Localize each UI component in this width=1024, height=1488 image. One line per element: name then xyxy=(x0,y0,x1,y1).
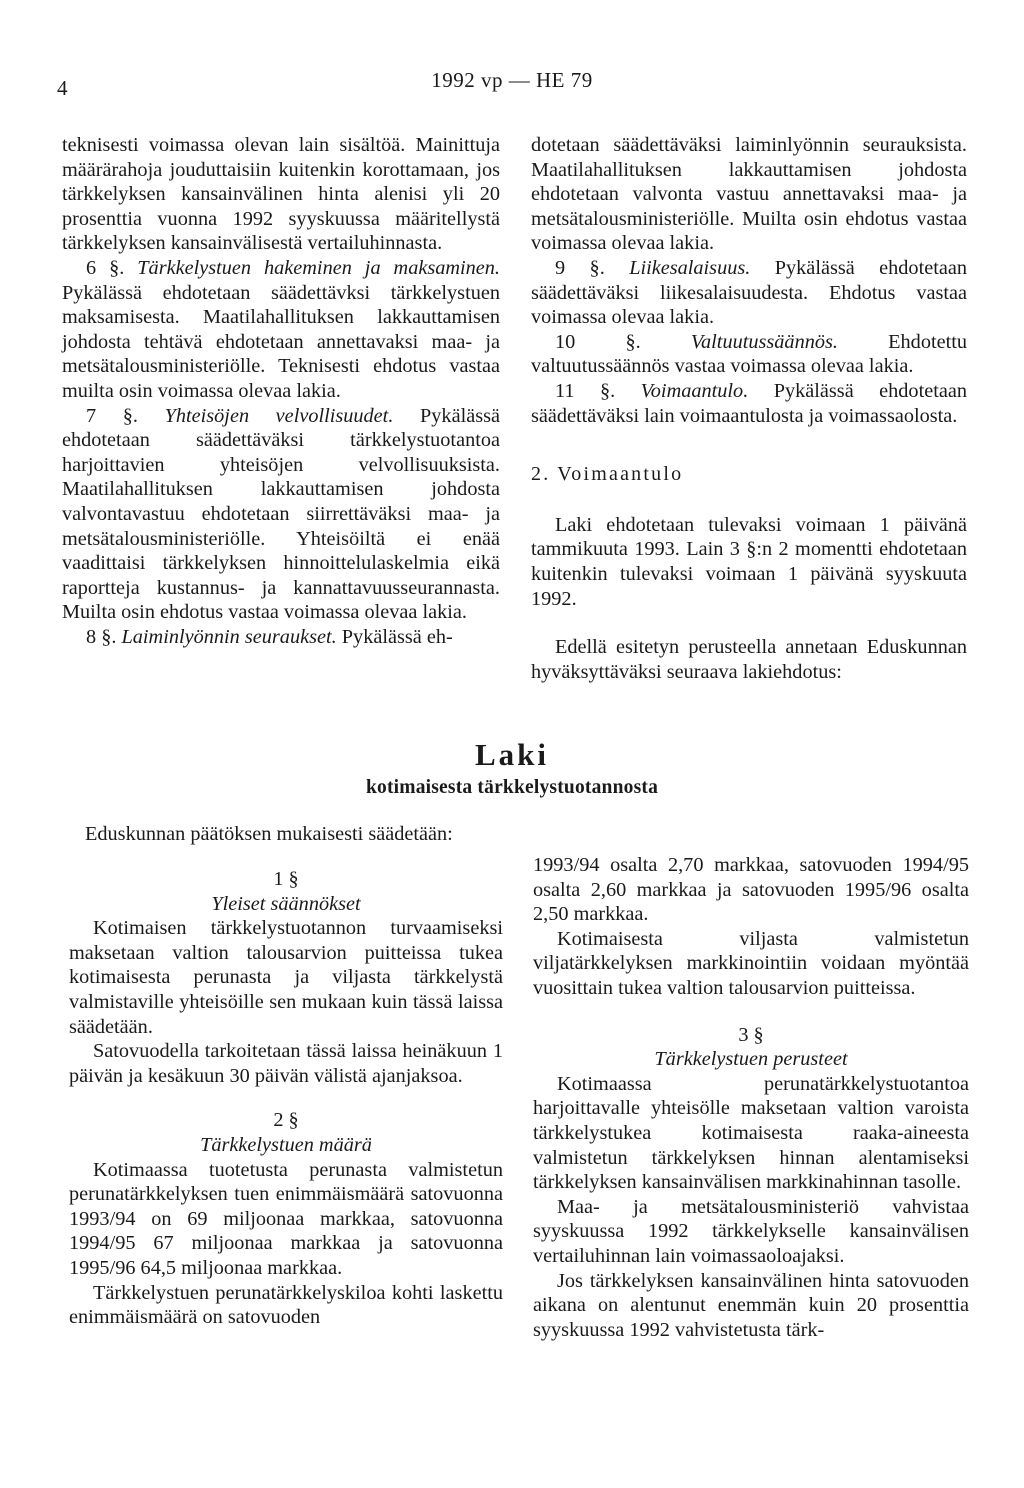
section-title: Tärkkelystuen määrä xyxy=(200,1133,372,1156)
law-subtitle: kotimaisesta tärkkelystuotannosta xyxy=(365,777,659,798)
paragraph: Tärkkelystuen perunatärkkelyskiloa kohti laskettu enimmäismäärä on satovuoden xyxy=(69,1281,503,1329)
enactment-clause: Eduskunnan päätöksen mukaisesti säädetään: xyxy=(85,823,453,845)
section-title: Tärkkelystuen perusteet xyxy=(654,1048,848,1071)
paragraph: Jos tärkkelyksen kansainvälinen hinta satovuoden aikana on alentunut enemmän kuin 20 prosenttia syyskuussa 1992 vahvistetusta tärk- xyxy=(533,1269,969,1341)
paragraph: teknisesti voimassa olevan lain sisältöä. Mainittuja määrärahoja jouduttaisiin kuitenkin korottamaan, jos tärkkelyksen kansainvälinen hinta alenisi yli 20 prosenttia vuonna 1992 syyskuussa määritellystä tärkkelyksen kansainvälisestä vertailuhinnasta. xyxy=(62,134,500,255)
paragraph: dotetaan säädettäväksi laiminlyönnin seurauksista. Maatilahallituksen lakkauttamisen johdosta ehdotetaan valvonta vastuu annettavaksi maa- ja metsätalousministeriölle. Muilta osin ehdotus vastaa voimassa olevaa lakia. xyxy=(531,134,967,255)
paragraph: 1993/94 osalta 2,70 markkaa, satovuoden 1994/95 osalta 2,60 markkaa ja satovuoden 1995/96 osalta 2,50 markkaa. xyxy=(533,854,969,926)
running-header: 1992 vp — HE 79 xyxy=(431,68,593,92)
section-text: Pykälässä eh- xyxy=(341,625,453,648)
paragraph: Satovuodella tarkoitetaan tässä laissa heinäkuun 1 päivän ja kesäkuun 30 päivän välistä ajanjaksoa. xyxy=(69,1040,503,1087)
section-title: Laiminlyönnin seuraukset. xyxy=(121,625,337,648)
paragraph: Kotimaassa tuotetusta perunasta valmistetun perunatärkkelyksen tuen enimmäismäärä satovuonna 1993/94 on 69 miljoonaa markkaa, satovuonna 1994/95 67 miljoonaa markkaa ja satovuonna 1995/96 64,5 miljoonaa markkaa. xyxy=(69,1158,503,1279)
section-number: 3 § xyxy=(738,1023,764,1046)
section-9-paragraph xyxy=(531,256,967,330)
section-7-paragraph xyxy=(62,404,500,625)
paragraph: Kotimaisen tärkkelystuotannon turvaamiseksi maksetaan valtion talousarvion puitteissa tukea kotimaisesta perunasta ja viljasta tärkkelystä valmistaville yhteisöille sen mukaan kuin tässä laissa säädetään. xyxy=(69,917,503,1038)
section-number: 6 §. xyxy=(86,256,125,279)
law-left-column xyxy=(69,853,503,1330)
paragraph: Maa- ja metsätalousministeriö vahvistaa syyskuussa 1992 tärkkelykselle kansainvälisen vertailuhinnan lain voimassaoloajaksi. xyxy=(533,1195,969,1267)
right-column xyxy=(531,133,967,684)
section-title: Voimaantulo. xyxy=(640,379,749,402)
section-number: 10 §. xyxy=(555,330,641,353)
law-title: Laki xyxy=(474,737,550,772)
section-10-paragraph xyxy=(531,330,967,379)
section-number: 11 §. xyxy=(555,379,616,402)
section-11-paragraph xyxy=(531,379,967,428)
section-title: Yleiset säännökset xyxy=(211,892,361,915)
paragraph: Kotimaisesta viljasta valmistetun viljatärkkelyksen markkinointiin voidaan myöntää vuosittain tukea valtion talousarvion puitteissa. xyxy=(533,927,969,999)
section-title: Valtuutussäännös. xyxy=(690,330,838,353)
section-title: Yhteisöjen velvollisuudet. xyxy=(164,404,394,427)
section-text: Pykälässä ehdotetaan säädettäväksi lain voimaantulosta ja voimassaolosta. xyxy=(531,379,967,427)
section-title: Liikesalaisuus. xyxy=(629,256,751,279)
law-right-column xyxy=(533,853,969,1342)
left-column xyxy=(62,133,500,649)
section-title: Tärkkelystuen hakeminen ja maksaminen. xyxy=(137,256,501,279)
section-text: Pykälässä ehdotetaan säädettäväksi liikesalaisuudesta. Ehdotus vastaa voimassa olevaa lakia. xyxy=(531,256,967,329)
paragraph: Edellä esitetyn perusteella annetaan Eduskunnan hyväksyttäväksi seuraava lakiehdotus: xyxy=(531,636,967,683)
section-number: 7 §. xyxy=(86,404,138,427)
paragraph: Kotimaassa perunatärkkelystuotantoa harjoittavalle yhteisölle maksetaan valtion varoista tärkkelystukea kotimaisesta raaka-aineesta valmistetun tärkkelyksen hinnan alentamiseksi tärkkelyksen kansainvälisen markkinahinnan tasolle. xyxy=(533,1072,969,1194)
paragraph: Laki ehdotetaan tulevaksi voimaan 1 päivänä tammikuuta 1993. Lain 3 §:n 2 momentti ehdotetaan kuitenkin tulevaksi voimaan 1 päivänä syyskuuta 1992. xyxy=(531,513,967,610)
section-text: Pykälässä ehdotetaan säädettäväksi tärkkelystuotantoa harjoittavien yhteisöjen velvollisuuksista. Maatilahallituksen lakkauttamisen johdosta valvontavastuu ehdotetaan siirrettäväksi maa- ja metsätalousministeriölle. Yhteisöiltä ei enää vaadittaisi tärkkelyksen hinnoittelulaskelmia eikä raportteja kustannus- ja kannattavuusseurannasta. Muilta osin ehdotus vastaa voimassa olevaa lakia. xyxy=(62,404,501,624)
page-number: 4 xyxy=(57,76,68,100)
section-text: Ehdotettu valtuutussäännös vastaa voimassa olevaa lakia. xyxy=(531,330,968,378)
section-number: 2 § xyxy=(273,1109,299,1132)
section-number: 9 §. xyxy=(555,256,605,279)
section-number: 8 §. xyxy=(86,625,117,648)
section-heading: 2. Voimaantulo xyxy=(531,463,684,486)
section-8-paragraph xyxy=(62,625,500,650)
section-6-paragraph xyxy=(62,256,500,404)
section-text: Pykälässä ehdotetaan säädettävksi tärkkelystuen maksamisesta. Maatilahallituksen lakkauttamisen johdosta tehtävä ehdotetaan annettavaksi maa- ja metsätalousministeriölle. Teknisesti ehdotus vastaa muilta osin voimassa olevaa lakia. xyxy=(62,281,500,402)
section-number: 1 § xyxy=(273,868,299,890)
